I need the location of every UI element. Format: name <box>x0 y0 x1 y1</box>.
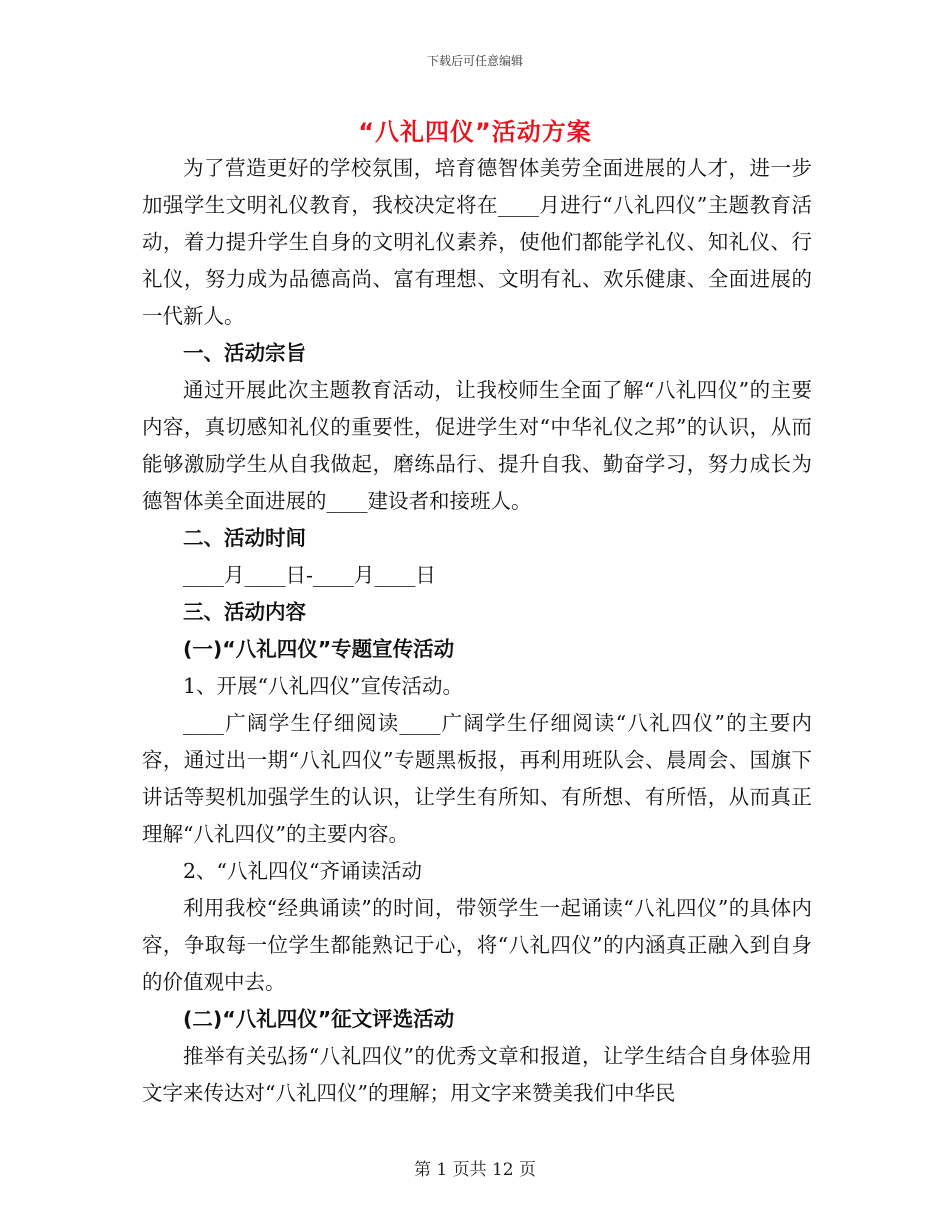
subsection-heading-essay: (二)“八礼四仪”征文评选活动 <box>183 1007 455 1031</box>
section-heading-purpose: 一、活动宗旨 <box>183 341 306 365</box>
header-note: 下载后可任意编辑 <box>426 54 523 68</box>
document-body <box>142 150 812 1112</box>
intro-paragraph: 为了营造更好的学校氛围，培育德智体美劳全面进展的人才，进一步加强学生文明礼仪教育，我校决定将在____月进行“八礼四仪”主题教育活动，着力提升学生自身的文明礼仪素养，使他们都能学礼仪、知礼仪、行礼仪，努力成为品德高尚、富有理想、文明有礼、欢乐健康、全面进展的一代新人。 <box>142 156 812 328</box>
recitation-paragraph: 利用我校“经典诵读”的时间，带领学生一起诵读“八礼四仪”的具体内容，争取每一位学生都能熟记于心，将“八礼四仪”的内涵真正融入到自身的价值观中去。 <box>142 896 812 994</box>
document-title: “八礼四仪”活动方案 <box>358 118 592 146</box>
subsection-heading-promotion: (一)“八礼四仪”专题宣传活动 <box>183 637 455 661</box>
promotion-paragraph: ____广阔学生仔细阅读____广阔学生仔细阅读“八礼四仪”的主要内容，通过出一期“八礼四仪”专题黑板报，再利用班队会、晨周会、国旗下讲话等契机加强学生的认识，让学生有所知、有所想、有所悟，从而真正理解“八礼四仪”的主要内容。 <box>142 711 812 846</box>
section-heading-time: 二、活动时间 <box>183 526 306 550</box>
section-heading-content: 三、活动内容 <box>183 600 306 624</box>
item-heading-recitation: 2、“八礼四仪“齐诵读活动 <box>183 859 423 883</box>
page-number: 第 1 页共 12 页 <box>413 1160 537 1180</box>
item-heading-promotion: 1、开展“八礼四仪”宣传活动。 <box>183 674 464 698</box>
time-paragraph: ____月____日-____月____日 <box>183 563 436 587</box>
essay-paragraph: 推举有关弘扬“八礼四仪”的优秀文章和报道，让学生结合自身体验用文字来传达对“八礼四仪”的理解；用文字来赞美我们中华民 <box>142 1044 812 1105</box>
purpose-paragraph: 通过开展此次主题教育活动，让我校师生全面了解“八礼四仪”的主要内容，真切感知礼仪的重要性，促进学生对“中华礼仪之邦”的认识，从而能够激励学生从自我做起，磨练品行、提升自我、勤奋学习，努力成长为德智体美全面进展的____建设者和接班人。 <box>142 378 812 513</box>
